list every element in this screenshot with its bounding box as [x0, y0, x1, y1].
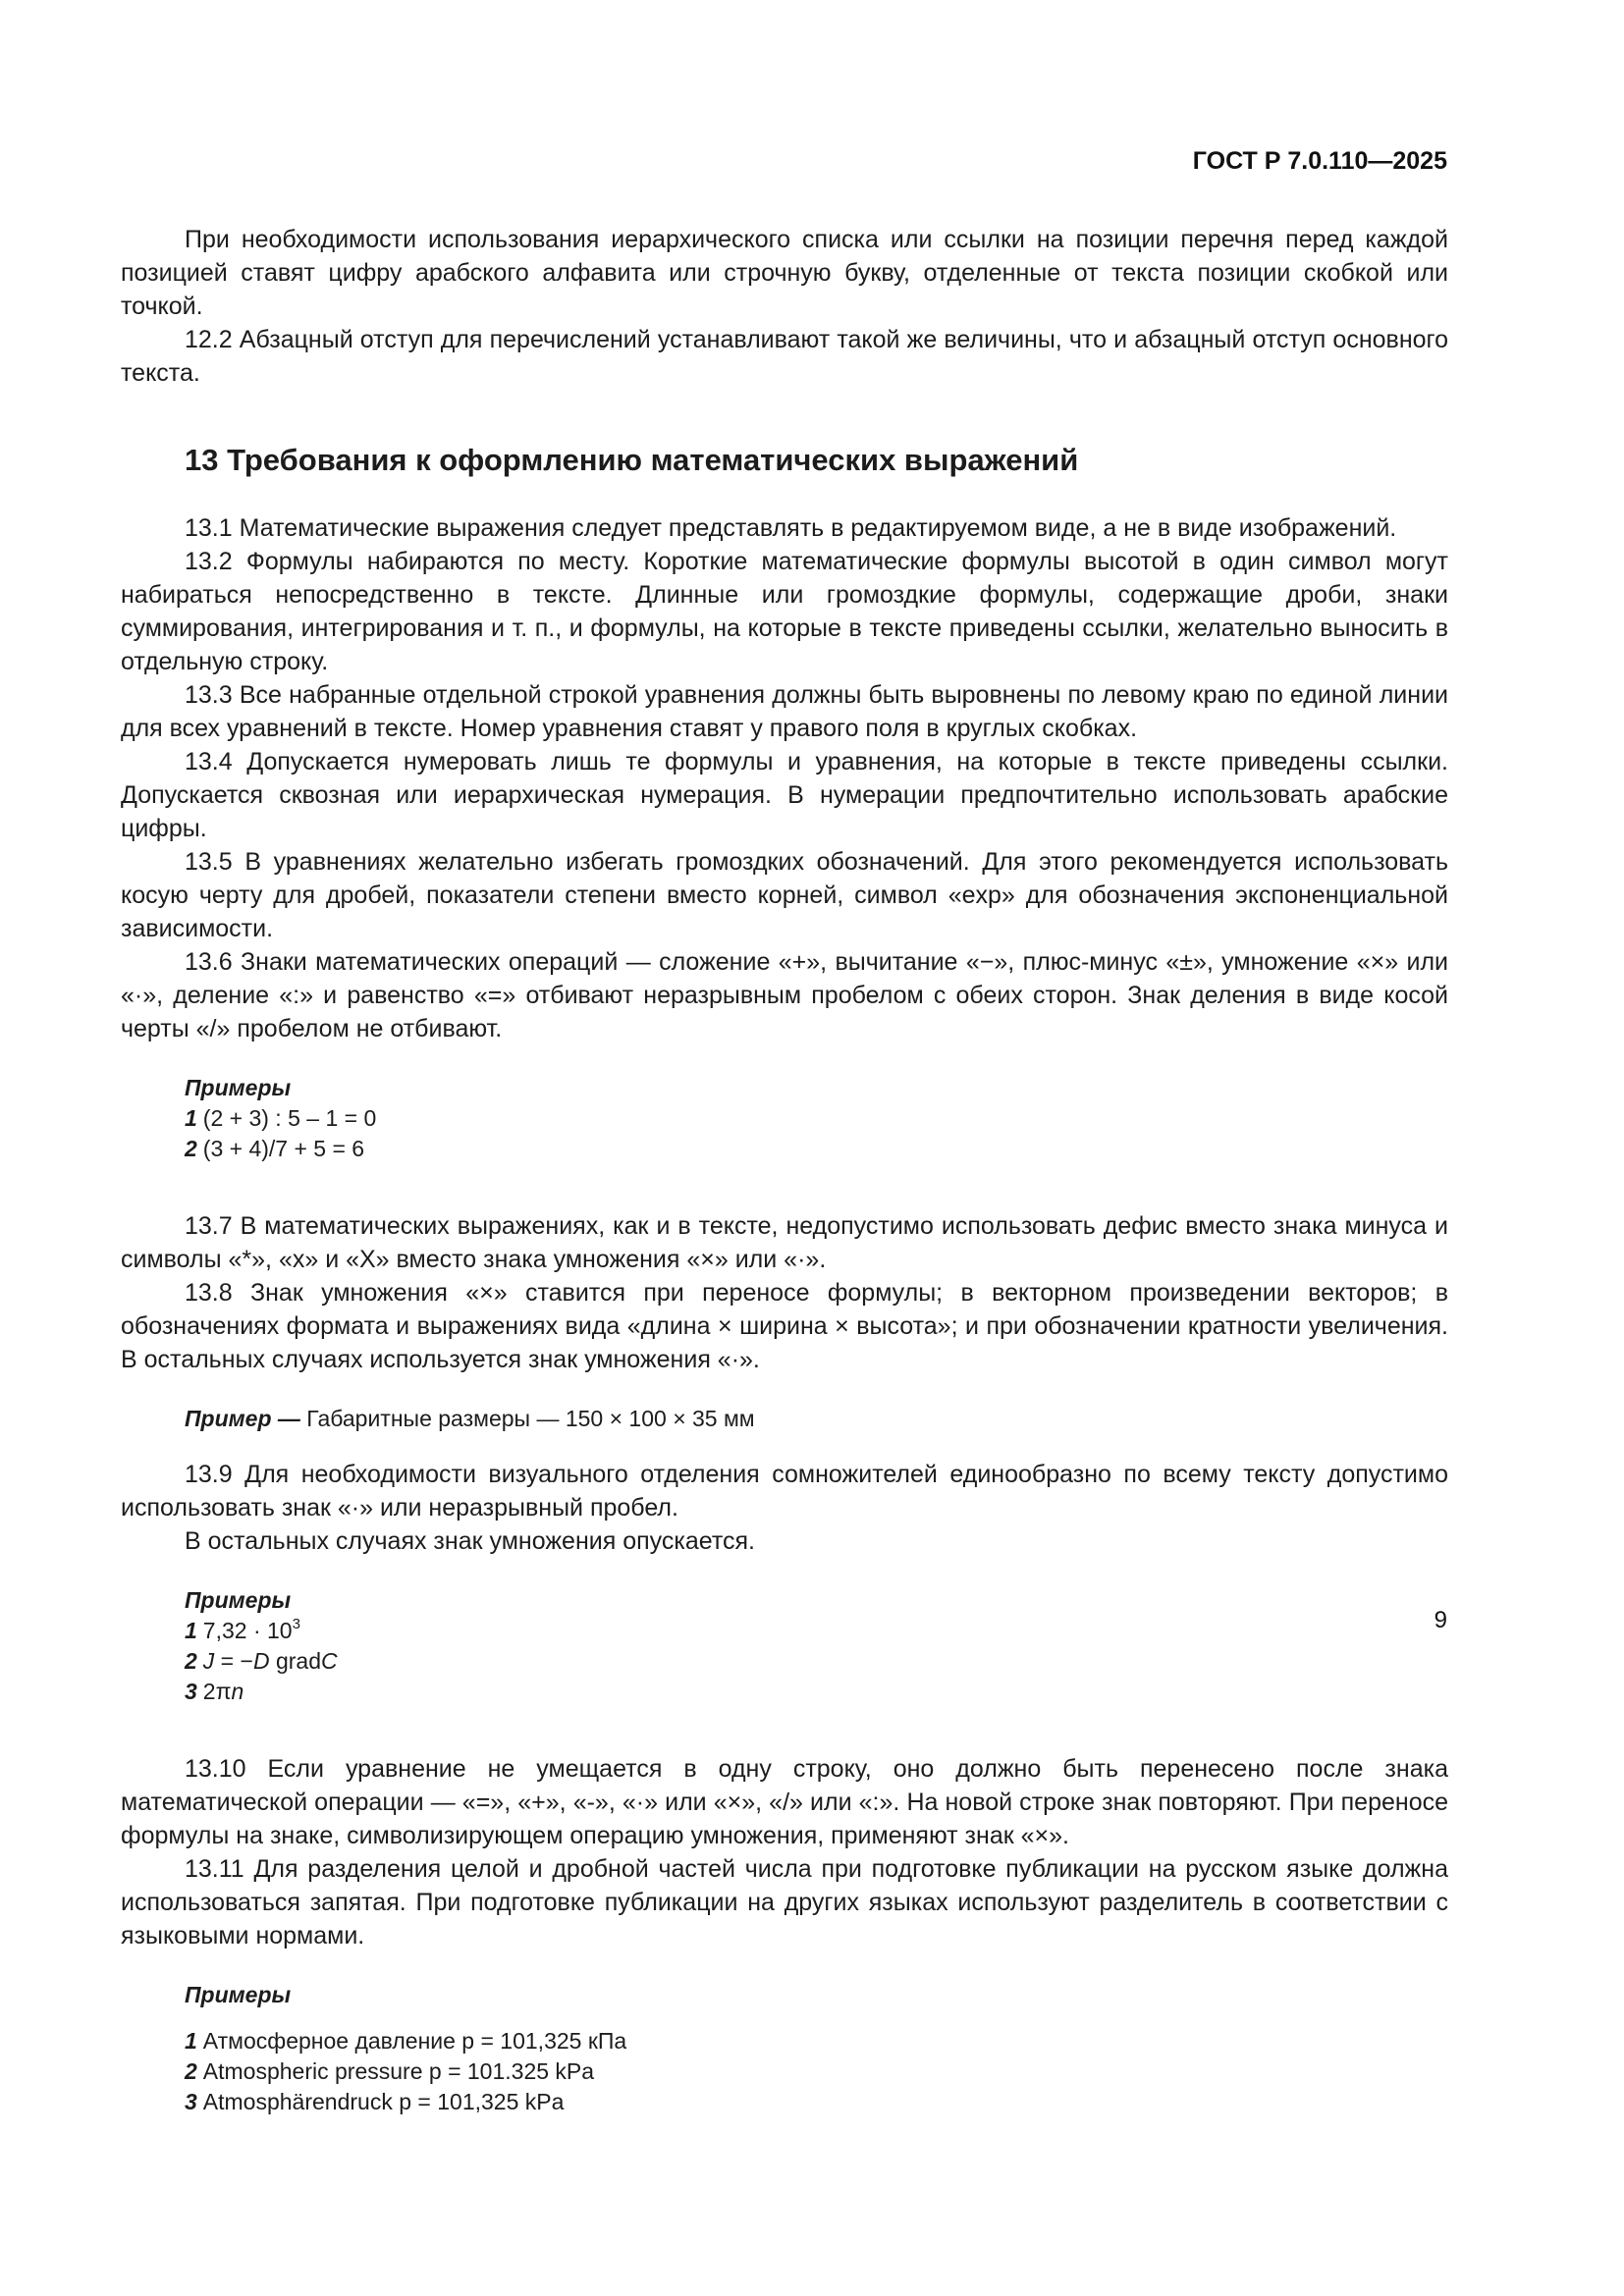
- paragraph-13-7: 13.7 В математических выражениях, как и в тексте, недопустимо использовать дефис вместо знака минуса и символы «*», «x» и «X» вместо знака умножения «×» или «·».: [121, 1212, 1448, 1273]
- examples-title: Примеры: [185, 1982, 292, 2007]
- examples-block-4: [185, 1980, 1448, 2117]
- example-item: [185, 2056, 1448, 2087]
- formula-var-d: D: [252, 1648, 270, 1674]
- paragraph-13-10: 13.10 Если уравнение не умещается в одну строку, оно должно быть перенесено после знака математической операции — «=», «+», «-», «·» или «×», «/» или «:». На новой строке знак повторяют. При переносе формулы на знаке, символизирующем операцию умножения, применяют знак «×».: [121, 1755, 1448, 1849]
- paragraph-13-8: 13.8 Знак умножения «×» ставится при переносе формулы; в векторном произведении векторов; в обозначениях формата и выражениях вида «длина × ширина × высота»; и при обозначении кратности увеличения. В остальных случаях используется знак умножения «·».: [121, 1279, 1448, 1373]
- paragraph-13-9-continued: В остальных случаях знак умножения опускается.: [185, 1527, 755, 1555]
- example-text: 7,32 · 10: [202, 1618, 293, 1643]
- example-item: [185, 1134, 1448, 1164]
- example-number: 2: [185, 1648, 197, 1674]
- example-exponent: 3: [292, 1616, 300, 1632]
- formula-op: = −: [214, 1648, 253, 1674]
- page-content: [121, 223, 1448, 2163]
- paragraph-12-2: 12.2 Абзацный отступ для перечислений устанавливают такой же величины, что и абзацный отступ основного текста.: [121, 326, 1448, 387]
- paragraph-list-note: При необходимости использования иерархического списка или ссылки на позиции перечня перед каждой позицией ставят цифру арабского алфавита или строчную букву, отделенные от текста позиции скобкой или точкой.: [121, 226, 1448, 320]
- example-item: [185, 1646, 1448, 1677]
- formula-var-j: J: [202, 1648, 215, 1674]
- example-text: (2 + 3) : 5 – 1 = 0: [202, 1105, 377, 1131]
- example-item: [185, 1103, 1448, 1134]
- document-header: ГОСТ Р 7.0.110—2025: [1192, 147, 1447, 175]
- example-number: 1: [185, 1618, 197, 1643]
- formula-var-n: n: [231, 1679, 244, 1704]
- example-number: 2: [185, 1136, 197, 1161]
- paragraph-13-11: 13.11 Для разделения целой и дробной частей числа при подготовке публикации на русском языке должна использоваться запятая. При подготовке публикации на других языках используют разделитель в соответствии с языковыми нормами.: [121, 1855, 1448, 1949]
- example-item: [185, 2026, 1448, 2056]
- paragraph-13-6: 13.6 Знаки математических операций — сложение «+», вычитание «−», плюс-минус «±», умножение «×» или «·», деление «:» и равенство «=» отбивают неразрывным пробелом с обеих сторон. Знак деления в виде косой черты «/» пробелом не отбивают.: [121, 948, 1448, 1042]
- examples-block-1: [185, 1073, 1448, 1164]
- paragraph-13-1: 13.1 Математические выражения следует представлять в редактируемом виде, а не в виде изображений.: [185, 514, 1397, 542]
- example-block-2: [185, 1404, 1448, 1434]
- paragraph-13-5: 13.5 В уравнениях желательно избегать громоздких обозначений. Для этого рекомендуется использовать косую черту для дробей, показатели степени вместо корней, символ «exp» для обозначения экспоненциальной зависимости.: [121, 848, 1448, 942]
- example-text: Atmospheric pressure p = 101.325 kPa: [202, 2058, 595, 2084]
- example-text: Габаритные размеры — 150 × 100 × 35 мм: [306, 1406, 755, 1431]
- examples-block-3: [185, 1585, 1448, 1707]
- example-text: Атмосферное давление p = 101,325 кПа: [202, 2028, 627, 2054]
- examples-title: Примеры: [185, 1587, 292, 1613]
- examples-title: Примеры: [185, 1075, 292, 1100]
- paragraph-13-9: 13.9 Для необходимости визуального отделения сомножителей единообразно по всему тексту допустимо использовать знак «·» или неразрывный пробел.: [121, 1461, 1448, 1522]
- example-item: [185, 2087, 1448, 2117]
- example-number: 3: [185, 1679, 197, 1704]
- page-number: 9: [1434, 1607, 1447, 1633]
- formula-two-pi: 2π: [202, 1679, 232, 1704]
- paragraph-13-4: 13.4 Допускается нумеровать лишь те формулы и уравнения, на которые в тексте приведены ссылки. Допускается сквозная или иерархическая нумерация. В нумерации предпочтительно использовать арабские цифры.: [121, 748, 1448, 842]
- example-number: 1: [185, 2028, 197, 2054]
- example-item: [185, 1677, 1448, 1707]
- formula-grad: grad: [269, 1648, 322, 1674]
- example-title: Пример —: [185, 1406, 300, 1431]
- paragraph-13-3: 13.3 Все набранные отдельной строкой уравнения должны быть выровнены по левому краю по единой линии для всех уравнений в тексте. Номер уравнения ставят у правого поля в круглых скобках.: [121, 681, 1448, 742]
- example-number: 2: [185, 2058, 197, 2084]
- formula-var-c: C: [321, 1648, 338, 1674]
- example-item: [185, 1616, 1448, 1646]
- example-number: 3: [185, 2089, 197, 2114]
- paragraph-13-2: 13.2 Формулы набираются по месту. Короткие математические формулы высотой в один символ могут набираться непосредственно в тексте. Длинные или громоздкие формулы, содержащие дроби, знаки суммирования, интегрирования и т. п., и формулы, на которые в тексте приведены ссылки, желательно выносить в отдельную строку.: [121, 548, 1448, 675]
- example-number: 1: [185, 1105, 197, 1131]
- example-text: (3 + 4)/7 + 5 = 6: [202, 1136, 365, 1161]
- example-text: Atmosphärendruck p = 101,325 kPa: [202, 2089, 565, 2114]
- section-heading: 13 Требования к оформлению математических выражений: [185, 443, 1079, 477]
